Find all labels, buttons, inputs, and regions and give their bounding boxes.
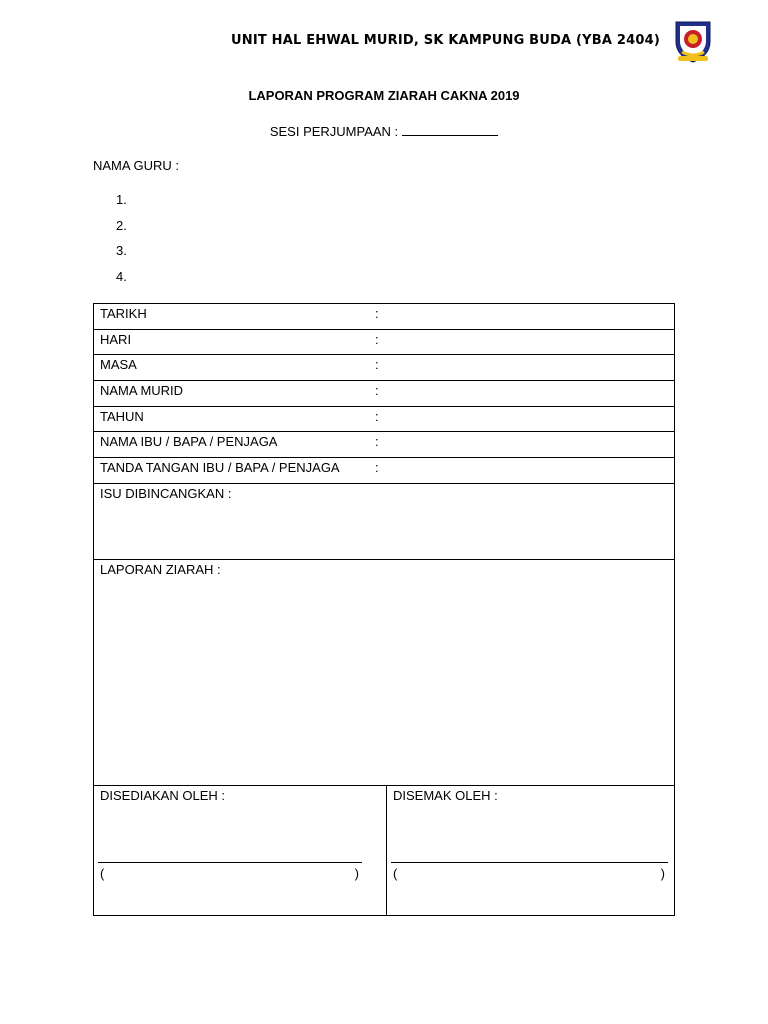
signature-line [391, 862, 668, 863]
row-colon: : [375, 331, 379, 347]
paren-close: ) [660, 865, 665, 881]
form-row-visit-report[interactable] [94, 560, 674, 786]
row-colon: : [375, 460, 379, 476]
row-colon: : [375, 383, 379, 399]
row-label: NAMA IBU / BAPA / PENJAGA [100, 434, 278, 450]
row-label: HARI [100, 331, 132, 347]
prepared-by-label: DISEDIAKAN OLEH : [100, 787, 225, 803]
paren-open: ( [100, 865, 105, 881]
signature-line [98, 862, 362, 863]
teacher-list [116, 192, 127, 294]
session-label: SESI PERJUMPAAN : [269, 124, 399, 139]
row-label: TARIKH [100, 306, 147, 321]
form-row-day[interactable] [94, 330, 674, 356]
row-colon: : [375, 357, 379, 373]
session-blank-field[interactable] [402, 124, 498, 136]
form-row-parent-name[interactable] [94, 432, 674, 458]
issues-label: ISU DIBINCANGKAN : [100, 485, 232, 501]
unit-title: UNIT HAL EHWAL MURID, SK KAMPUNG BUDA (YBA 2404) [230, 33, 660, 48]
paren-close: ) [354, 865, 359, 881]
form-row-student-name[interactable] [94, 381, 674, 407]
school-crest-icon [672, 18, 714, 64]
form-row-issues-discussed[interactable] [94, 484, 674, 560]
list-item: 2. [116, 217, 127, 233]
form-row-year[interactable] [94, 407, 674, 433]
row-label: MASA [100, 357, 137, 373]
paren-open: ( [393, 865, 398, 881]
list-item: 4. [116, 268, 127, 284]
row-colon: : [375, 306, 379, 321]
list-item: 1. [116, 192, 127, 207]
form-row-parent-signature[interactable] [94, 458, 674, 484]
signature-row [94, 786, 674, 915]
visit-report-label: LAPORAN ZIARAH : [100, 561, 221, 577]
row-label: NAMA MURID [100, 383, 184, 399]
teacher-name-label: NAMA GURU : [93, 158, 179, 173]
session-line [0, 124, 768, 139]
row-label: TAHUN [100, 408, 144, 424]
row-colon: : [375, 434, 379, 450]
form-row-time[interactable] [94, 355, 674, 381]
form-row-date[interactable] [94, 304, 674, 330]
prepared-by-cell[interactable] [94, 786, 387, 915]
list-item: 3. [116, 243, 127, 258]
report-title: LAPORAN PROGRAM ZIARAH CAKNA 2019 [248, 88, 520, 103]
row-label: TANDA TANGAN IBU / BAPA / PENJAGA [100, 460, 340, 476]
visit-report-form [93, 303, 675, 916]
reviewed-by-label: DISEMAK OLEH : [393, 787, 498, 803]
reviewed-by-cell[interactable] [387, 786, 674, 915]
row-colon: : [375, 408, 379, 424]
